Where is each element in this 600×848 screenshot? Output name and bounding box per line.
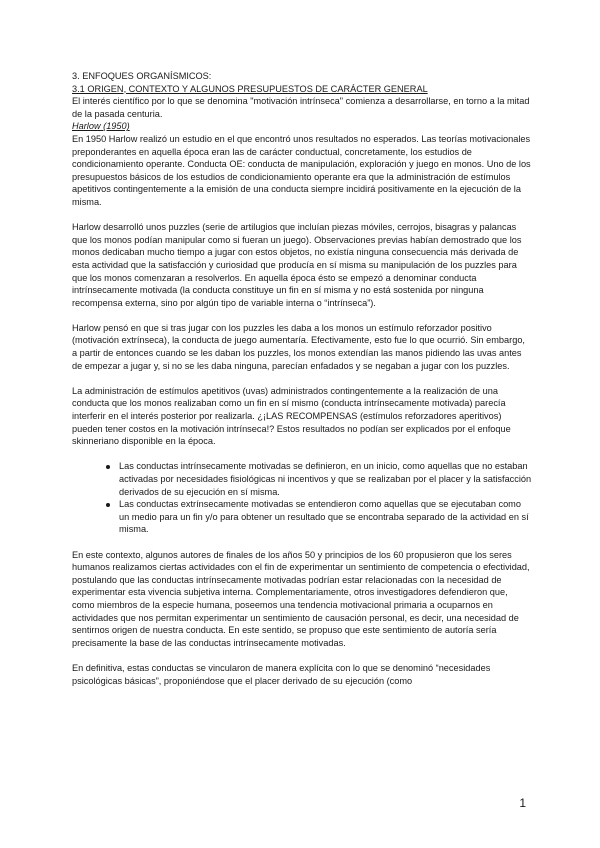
intro-paragraph: El interés científico por lo que se denomina "motivación intrínseca" comienza a desarrollarse, en torno a la mitad de la pasada centuria. <box>72 96 530 119</box>
paragraph-4: La administración de estímulos apetitivos (uvas) administrados contingentemente a la realización de una conducta que los monos realizaban como un fin en sí mismo (conducta intrínsecamente motivada) parecía interferir en el interés posterior por realizarla. ¿¡LAS RECOMPENSAS (estímulos reforzadores aperitivos) pueden tener costos en la motivación intrínseca!? Estos resultados no podían ser explicados por el enfoque skinneriano disponible en la época. <box>72 385 511 447</box>
paragraph-5: En este contexto, algunos autores de finales de los años 50 y principios de los 60 propusieron que los seres humanos realizamos ciertas actividades con el fin de experimentar un sentimiento de competencia o efectividad, postulando que las conductas intrínsecamente motivadas podrían estar relacionadas con la necesidad de experimentar esta vivencia subjetiva interna. Complementariamente, otros investigadores defendieron que, como miembros de la especie humana, poseemos una tendencia motivacional primaria a ocuparnos en actividades que nos permitan experimentar un sentimiento de causación personal, es decir, una necesidad de sentirnos origen de nuestra conducta. En este sentido, se propuso que este sentimiento de autoría sería precisamente la base de las conductas intrínsecamente motivadas. <box>72 549 530 648</box>
bullet-item: Las conductas extrínsecamente motivadas se entendieron como aquellas que se ejecutaban como un medio para un fin y/o para obtener un resultado que se encontraba separado de la actividad en sí misma. <box>119 498 532 536</box>
document-body <box>72 70 532 687</box>
subsection-heading: 3.1 ORIGEN, CONTEXTO Y ALGUNOS PRESUPUESTOS DE CARÁCTER GENERAL <box>72 83 428 94</box>
paragraph-3: Harlow pensó en que si tras jugar con los puzzles les daba a los monos un estímulo reforzador positivo (motivación extrínseca), la conducta de juego aumentaría. Efectivamente, esto fue lo que ocurrió. Sin embargo, a partir de entonces cuando se les daban los puzzles, los monos extendían las manos pidiendo las uvas antes de empezar a jugar y, si no se les daba ninguna, parecían enfadados y se negaban a jugar con los puzzles. <box>72 322 525 371</box>
bullet-item: Las conductas intrínsecamente motivadas se definieron, en un inicio, como aquellas que no estaban activadas por necesidades fisiológicas ni incentivos y que se realizaban por el placer y la satisfacción derivados de su ejecución en sí misma. <box>119 461 532 497</box>
author-heading: Harlow (1950) <box>72 121 130 132</box>
bullet-list <box>72 460 532 536</box>
section-heading: 3. ENFOQUES ORGANÍSMICOS: <box>72 71 212 81</box>
page-number: 1 <box>519 796 526 810</box>
paragraph-1: En 1950 Harlow realizó un estudio en el que encontró unos resultados no esperados. Las teorías motivacionales preponderantes en aquella época eran las de carácter conductual, concretamente, los estudios de condicionamiento operante. Conducta OE: conducta de manipulación, exploración y juego en monos. Uno de los presupuestos básicos de los estudios de condicionamiento operante era que la administración de estímulos apetitivos contingentemente a la emisión de una conducta siempre incidirá positivamente en la ejecución de la misma. <box>72 133 531 207</box>
paragraph-6: En definitiva, estas conductas se vincularon de manera explícita con lo que se denominó “necesidades psicológicas básicas”, proponiéndose que el placer derivado de su ejecución (como <box>72 662 491 686</box>
paragraph-2: Harlow desarrolló unos puzzles (serie de artilugios que incluían piezas móviles, cerrojos, bisagras y palancas que los monos podían manipular como si fueran un juego). Observaciones previas habían demostrado que los monos dedicaban mucho tiempo a jugar con estos objetos, no existía ninguna consecuencia más derivada de esta actividad que la satisfacción y curiosidad que producía en sí misma su manipulación de los puzzles para que los monos comenzaran a resolverlos. En aquella época ésto se empezó a denominar conducta intrínsecamente motivada (la conducta constituye un fin en sí misma y no está sostenida por ninguna recompensa externa, sino por algún tipo de variable interna o “intrínseca”). <box>72 222 522 308</box>
